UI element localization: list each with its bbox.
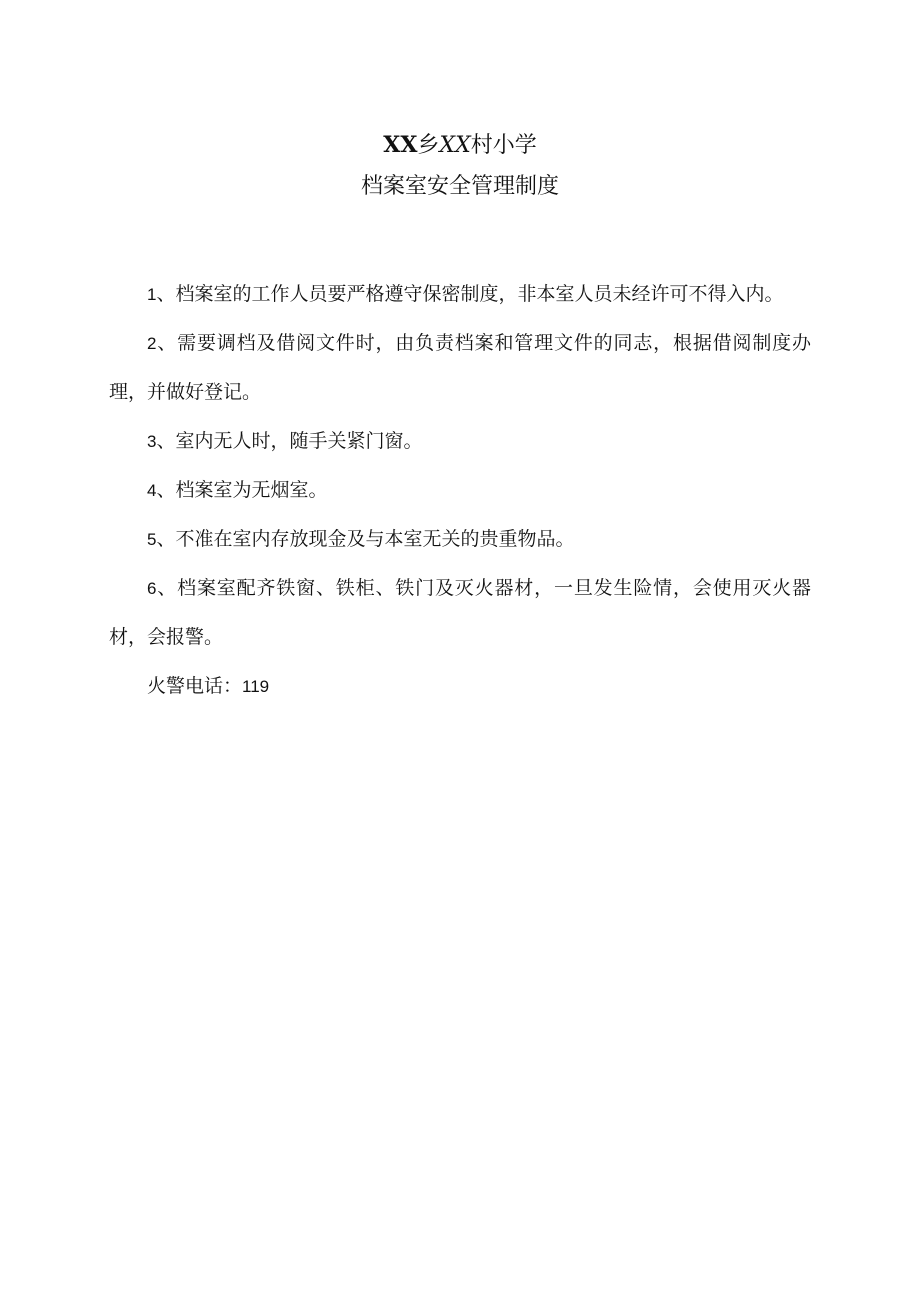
rule-text: 、室内无人时，随手关紧门窗。 <box>156 430 423 452</box>
rule-paragraph-4 <box>109 466 811 515</box>
title-block <box>0 126 920 206</box>
rule-number: 3 <box>147 432 157 451</box>
rule-text: 、需要调档及借阅文件时，由负责档案和管理文件的同志，根据借阅制度办理，并做好登记。 <box>109 332 811 403</box>
rule-paragraph-1 <box>109 270 811 319</box>
rule-text: 、档案室的工作人员要严格遵守保密制度，非本室人员未经许可不得入内。 <box>156 283 784 305</box>
fire-phone-line <box>109 662 811 711</box>
rule-paragraph-6 <box>109 564 811 662</box>
fire-phone-label: 火警电话： <box>147 675 243 697</box>
fire-phone-number: 119 <box>242 677 270 696</box>
document-title: 档案室安全管理制度 <box>360 174 559 199</box>
school-name-xx-1: XX <box>383 132 418 158</box>
rule-number: 2 <box>147 334 157 353</box>
rule-number: 6 <box>147 579 157 598</box>
rules-content <box>109 270 811 711</box>
school-name <box>0 126 920 164</box>
rule-text: 、档案室配齐铁窗、铁柜、铁门及灭火器材，一旦发生险情，会使用灭火器材，会报警。 <box>109 577 811 648</box>
rule-number: 4 <box>147 481 157 500</box>
rule-number: 1 <box>147 285 157 304</box>
school-name-xx-2: XX <box>439 133 471 158</box>
rule-text: 、不准在室内存放现金及与本室无关的贵重物品。 <box>156 528 575 550</box>
rule-number: 5 <box>147 530 157 549</box>
rule-paragraph-3 <box>109 417 811 466</box>
rule-paragraph-5 <box>109 515 811 564</box>
rule-text: 、档案室为无烟室。 <box>156 479 328 501</box>
school-name-cun: 村小学 <box>470 133 537 158</box>
rule-paragraph-2 <box>109 319 811 417</box>
school-name-xiang: 乡 <box>417 133 440 158</box>
